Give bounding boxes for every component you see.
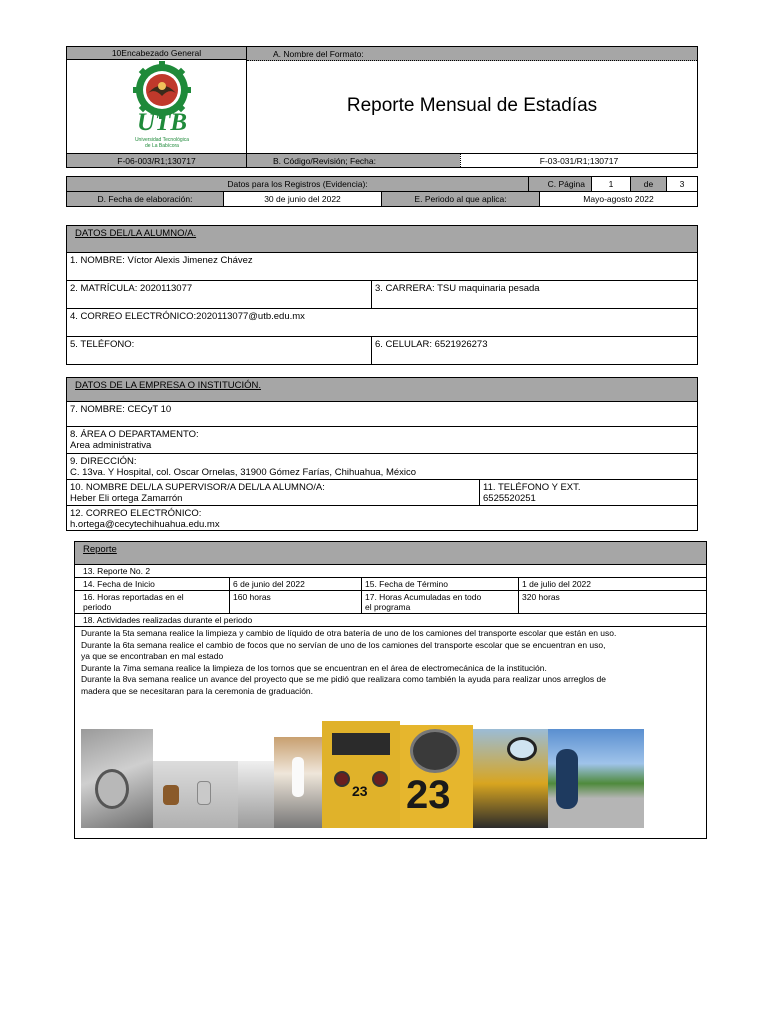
pagina-total: 3 <box>666 177 697 191</box>
horas-acumuladas-value: 320 horas <box>519 591 706 614</box>
pagina-label: C. Página <box>529 177 591 191</box>
empresa-supervisor-label: 10. NOMBRE DEL/LA SUPERVISOR/A DEL/LA ALUMNO/A: <box>70 482 325 493</box>
periodo-value: Mayo-agosto 2022 <box>583 194 654 204</box>
actividad-line: ya que se encontraban en mal estado <box>81 651 224 662</box>
actividad-line: madera que se necesitaran para la ceremonia de graduación. <box>81 685 314 696</box>
empresa-section-title: DATOS DE LA EMPRESA O INSTITUCIÓN. <box>67 378 697 402</box>
empresa-area <box>67 427 697 454</box>
horas-reportadas-label-2: periodo <box>83 602 112 612</box>
photo-workshop <box>238 761 274 828</box>
logo-subtitle-1: Universidad Tecnológica <box>134 137 190 143</box>
photo-jars <box>153 761 238 828</box>
empresa-supervisor-value: Heber Eli ortega Zamarrón <box>70 493 183 504</box>
empresa-telefono-value: 6525520251 <box>483 493 536 504</box>
alumno-carrera: 3. CARRERA: TSU maquinaria pesada <box>372 281 697 309</box>
fecha-termino-value: 1 de julio del 2022 <box>519 578 706 591</box>
photo-bus-mirror <box>473 729 548 828</box>
photo-strip <box>81 721 646 828</box>
horas-acumuladas-label-2: el programa <box>365 602 411 612</box>
actividad-line: Durante la 6ta semana realice el cambio de focos que no servían de uno de los camiones del transporte escolar que se encuentran en uso, <box>81 639 606 650</box>
alumno-celular: 6. CELULAR: 6521926273 <box>375 339 488 350</box>
registros-label: Datos para los Registros (Evidencia): <box>67 177 529 191</box>
codigo-label: B. Código/Revisión; Fecha: <box>247 153 460 167</box>
pagina-de: de <box>631 177 666 191</box>
pagina-num: 1 <box>591 177 631 191</box>
horas-reportadas-label <box>75 591 230 614</box>
empresa-direccion-label: 9. DIRECCIÓN: <box>70 456 137 467</box>
fecha-inicio-label: 14. Fecha de Inicio <box>75 578 230 591</box>
periodo-label: E. Periodo al que aplica: <box>382 192 540 206</box>
photo-bus-number <box>400 725 473 828</box>
empresa-direccion-value: C. 13va. Y Hospital, col. Oscar Ornelas, 31900 Gómez Farías, Chihuahua, México <box>70 467 417 478</box>
empresa-correo-value: h.ortega@cecytechihuahua.edu.mx <box>70 519 220 530</box>
reporte-numero: 13. Reporte No. 2 <box>75 565 706 578</box>
photo-bus-front <box>322 721 400 828</box>
empresa-correo <box>67 506 697 530</box>
fecha-inicio-value: 6 de junio del 2022 <box>230 578 362 591</box>
horas-reportadas-value: 160 horas <box>230 591 362 614</box>
alumno-correo: 4. CORREO ELECTRÓNICO:2020113077@utb.edu.mx <box>67 309 697 337</box>
actividades-label: 18. Actividades realizadas durante el periodo <box>75 614 706 627</box>
horas-acumuladas-label <box>362 591 519 614</box>
actividad-line: Durante la 7ima semana realice la limpieza de los tornos que se encuentran en el área de electromecánica de la institución. <box>81 662 547 673</box>
fecha-elaboracion-label: D. Fecha de elaboración: <box>67 192 224 206</box>
empresa-direccion <box>67 454 697 480</box>
alumno-nombre: 1. NOMBRE: Víctor Alexis Jimenez Chávez <box>67 253 697 281</box>
fecha-termino-label: 15. Fecha de Término <box>362 578 519 591</box>
fecha-elaboracion-value: 30 de junio del 2022 <box>224 192 382 206</box>
photo-battery <box>81 729 153 828</box>
reporte-section-title: Reporte <box>75 542 706 565</box>
logo-text: UTB <box>137 109 187 136</box>
empresa-area-value: Area administrativa <box>70 440 152 451</box>
actividad-line: Durante la 5ta semana realice la limpieza y cambio de líquido de otra batería de uno de los camiones del transporte escolar que están en uso. <box>81 628 617 638</box>
logo-subtitle-2: de La Babícora <box>145 143 179 149</box>
photo-street <box>548 729 644 828</box>
nombre-formato-label: A. Nombre del Formato: <box>247 47 697 61</box>
photo-students <box>274 737 322 828</box>
alumno-telefono: 5. TELÉFONO: <box>67 337 372 364</box>
empresa-telefono-label: 11. TELÉFONO Y EXT. <box>483 482 581 493</box>
alumno-matricula: 2. MATRÍCULA: 2020113077 <box>67 281 372 309</box>
header-code-left: F-06-003/R1;130717 <box>67 153 246 167</box>
actividades-list <box>81 628 703 698</box>
codigo-value: F-03-031/R1;130717 <box>460 153 697 167</box>
bus-number-large: 23 <box>406 773 451 817</box>
empresa-area-label: 8. ÁREA O DEPARTAMENTO: <box>70 429 199 440</box>
actividad-line: Durante la 8va semana realice un avance del proyecto que se me pidió que realizara como también la ayuda para realizar unos arreglos de <box>81 674 606 685</box>
horas-acumuladas-label-1: 17. Horas Acumuladas en todo <box>365 592 482 602</box>
empresa-supervisor <box>67 480 480 506</box>
bus-number-small: 23 <box>352 783 368 799</box>
page-title: Reporte Mensual de Estadías <box>346 95 598 116</box>
empresa-nombre: 7. NOMBRE: CECyT 10 <box>67 402 697 427</box>
empresa-telefono <box>480 480 697 506</box>
header-encabezado: 10Encabezado General <box>67 47 246 60</box>
empresa-correo-label: 12. CORREO ELECTRÓNICO: <box>70 508 202 519</box>
horas-reportadas-label-1: 16. Horas reportadas en el <box>83 592 184 602</box>
alumno-section-title: DATOS DEL/LA ALUMNO/A. <box>67 226 697 253</box>
